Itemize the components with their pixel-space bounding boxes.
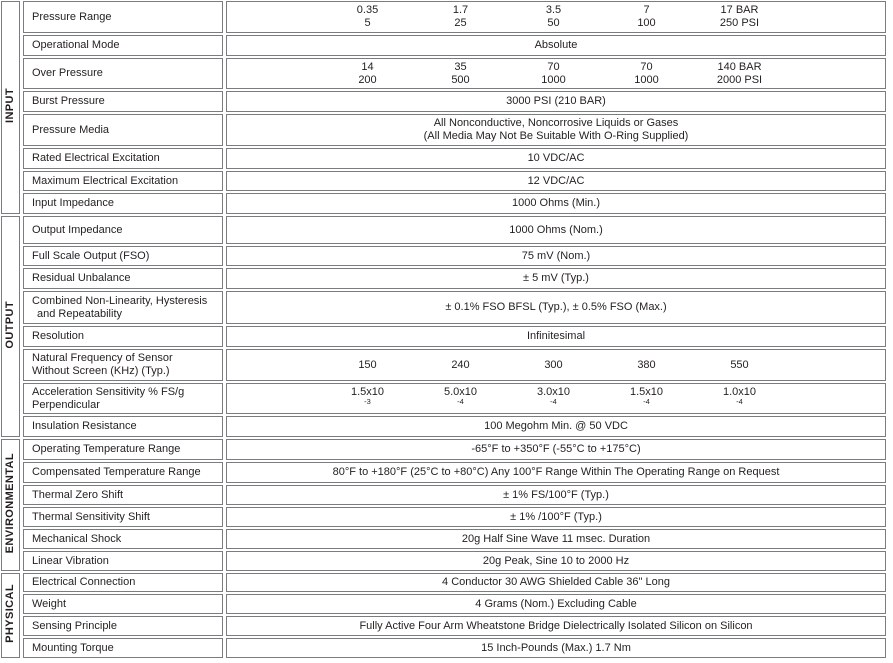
value-line-2: (All Media May Not Be Suitable With O-Ring Supplied) — [423, 130, 689, 142]
value-cell: 1.0x10 -4 — [693, 386, 786, 412]
row-value: 10 VDC/AC — [226, 148, 886, 169]
row-label: Resolution — [23, 326, 223, 347]
table-row — [1, 171, 886, 191]
section-label-input — [1, 1, 20, 214]
row-label-line-2: Perpendicular — [32, 398, 100, 411]
table-row — [1, 573, 886, 592]
value-cell: 140 BAR 2000 PSI — [716, 60, 763, 86]
row-label — [23, 383, 223, 414]
row-value: ± 0.1% FSO BFSL (Typ.), ± 0.5% FSO (Max.) — [226, 291, 886, 324]
row-value: Absolute — [226, 35, 886, 56]
row-label: Pressure Media — [23, 114, 223, 146]
row-value: 4 Grams (Nom.) Excluding Cable — [226, 594, 886, 614]
value-cell: 3.0x10 -4 — [507, 386, 600, 412]
row-value: -65°F to +350°F (-55°C to +175°C) — [226, 439, 886, 460]
table-row — [1, 349, 886, 381]
value-cell: 240 — [451, 358, 470, 371]
value-cell: 5.0x10 -4 — [414, 386, 507, 412]
section-label-text: INPUT — [4, 88, 16, 123]
row-label-line-1: Natural Frequency of Sensor — [32, 352, 173, 364]
section-label-environmental — [1, 439, 20, 571]
value-cell: 35 500 — [451, 60, 470, 86]
row-value — [226, 114, 886, 146]
row-value: 20g Half Sine Wave 11 msec. Duration — [226, 529, 886, 549]
table-row — [1, 326, 886, 347]
row-label: Thermal Sensitivity Shift — [23, 507, 223, 527]
row-label: Full Scale Output (FSO) — [23, 246, 223, 266]
row-value — [226, 383, 886, 414]
row-label — [23, 291, 223, 324]
row-label: Operational Mode — [23, 35, 223, 56]
exponent: -4 — [457, 397, 464, 406]
row-value: 1000 Ohms (Min.) — [226, 193, 886, 214]
row-value — [226, 349, 886, 381]
row-label: Weight — [23, 594, 223, 614]
section-label-text: OUTPUT — [4, 300, 16, 349]
table-row — [1, 383, 886, 414]
value-cell: 17 BAR 250 PSI — [719, 4, 760, 29]
row-label: Rated Electrical Excitation — [23, 148, 223, 169]
row-label: Over Pressure — [23, 58, 223, 89]
row-value: ± 1% FS/100°F (Typ.) — [226, 485, 886, 505]
section-label-text: ENVIRONMENTAL — [4, 452, 16, 554]
table-row — [1, 416, 886, 437]
row-value: 15 Inch-Pounds (Max.) 1.7 Nm — [226, 638, 886, 658]
row-value — [226, 58, 886, 89]
row-label: Output Impedance — [23, 216, 223, 244]
exponent: -4 — [736, 397, 743, 406]
row-value: ± 5 mV (Typ.) — [226, 268, 886, 289]
table-row — [1, 462, 886, 483]
table-row — [1, 1, 886, 33]
row-label: Electrical Connection — [23, 573, 223, 592]
row-value: 20g Peak, Sine 10 to 2000 Hz — [226, 551, 886, 571]
row-label-line-2: Without Screen (KHz) (Typ.) — [32, 365, 170, 377]
row-value: 1000 Ohms (Nom.) — [226, 216, 886, 244]
table-row — [1, 529, 886, 549]
row-value — [226, 1, 886, 33]
row-label: Sensing Principle — [23, 616, 223, 636]
value-cell: 0.35 5 — [356, 4, 379, 29]
value-columns — [321, 359, 883, 372]
value-cell: 14 200 — [358, 60, 377, 86]
row-label: Operating Temperature Range — [23, 439, 223, 460]
table-row — [1, 268, 886, 289]
row-label: Burst Pressure — [23, 91, 223, 112]
table-row — [1, 114, 886, 146]
row-value: Fully Active Four Arm Wheatstone Bridge Dielectrically Isolated Silicon on Silicon — [226, 616, 886, 636]
value-cell: 550 — [730, 358, 749, 371]
exponent: -4 — [550, 397, 557, 406]
value-cell: 1.5x10 -4 — [600, 386, 693, 412]
table-row — [1, 594, 886, 614]
value-cell: 3.5 50 — [545, 4, 562, 29]
row-value: Infinitesimal — [226, 326, 886, 347]
value-cell: 1.5x10 -3 — [321, 386, 414, 412]
value-cell: 70 1000 — [634, 60, 659, 86]
row-value: ± 1% /100°F (Typ.) — [226, 507, 886, 527]
value-cell: 1.7 25 — [452, 4, 469, 29]
table-row — [1, 58, 886, 89]
table-row — [1, 291, 886, 324]
table-row — [1, 193, 886, 214]
row-label: Pressure Range — [23, 1, 223, 33]
row-label-line-1: Acceleration Sensitivity % FS/g — [32, 385, 185, 398]
section-label-physical — [1, 573, 20, 658]
value-cell: 150 — [358, 358, 377, 371]
table-row — [1, 638, 886, 658]
row-label: Residual Unbalance — [23, 268, 223, 289]
row-label: Insulation Resistance — [23, 416, 223, 437]
value-line-1: All Nonconductive, Noncorrosive Liquids or Gases — [433, 117, 679, 129]
row-value: 3000 PSI (210 BAR) — [226, 91, 886, 112]
row-label — [23, 349, 223, 381]
row-label: Mounting Torque — [23, 638, 223, 658]
row-value: 75 mV (Nom.) — [226, 246, 886, 266]
row-label: Compensated Temperature Range — [23, 462, 223, 483]
row-value: 80°F to +180°F (25°C to +80°C) Any 100°F Range Within The Operating Range on Request — [226, 462, 886, 483]
table-row — [1, 216, 886, 244]
table-row — [1, 35, 886, 56]
value-columns — [321, 4, 883, 30]
row-label-line-2: and Repeatability — [37, 307, 123, 320]
row-value: 4 Conductor 30 AWG Shielded Cable 36" Long — [226, 573, 886, 592]
table-row — [1, 507, 886, 527]
row-label-line-1: Combined Non-Linearity, Hysteresis — [32, 294, 208, 307]
table-row — [1, 485, 886, 505]
row-label: Input Impedance — [23, 193, 223, 214]
row-label: Linear Vibration — [23, 551, 223, 571]
row-label: Maximum Electrical Excitation — [23, 171, 223, 191]
table-row — [1, 439, 886, 460]
value-columns — [321, 386, 883, 412]
table-row — [1, 91, 886, 112]
table-row — [1, 148, 886, 169]
section-label-output — [1, 216, 20, 437]
row-value: 12 VDC/AC — [226, 171, 886, 191]
exponent: -4 — [643, 397, 650, 406]
table-row — [1, 616, 886, 636]
value-cell: 380 — [637, 358, 656, 371]
row-label: Thermal Zero Shift — [23, 485, 223, 505]
section-label-text: PHYSICAL — [4, 584, 16, 643]
row-label: Mechanical Shock — [23, 529, 223, 549]
value-cell: 300 — [544, 358, 563, 371]
row-value: 100 Megohm Min. @ 50 VDC — [226, 416, 886, 437]
table-row — [1, 246, 886, 266]
value-columns — [321, 61, 883, 87]
value-cell: 7 100 — [637, 4, 656, 29]
table-row — [1, 551, 886, 571]
value-cell: 70 1000 — [541, 60, 566, 86]
exponent: -3 — [364, 397, 371, 406]
